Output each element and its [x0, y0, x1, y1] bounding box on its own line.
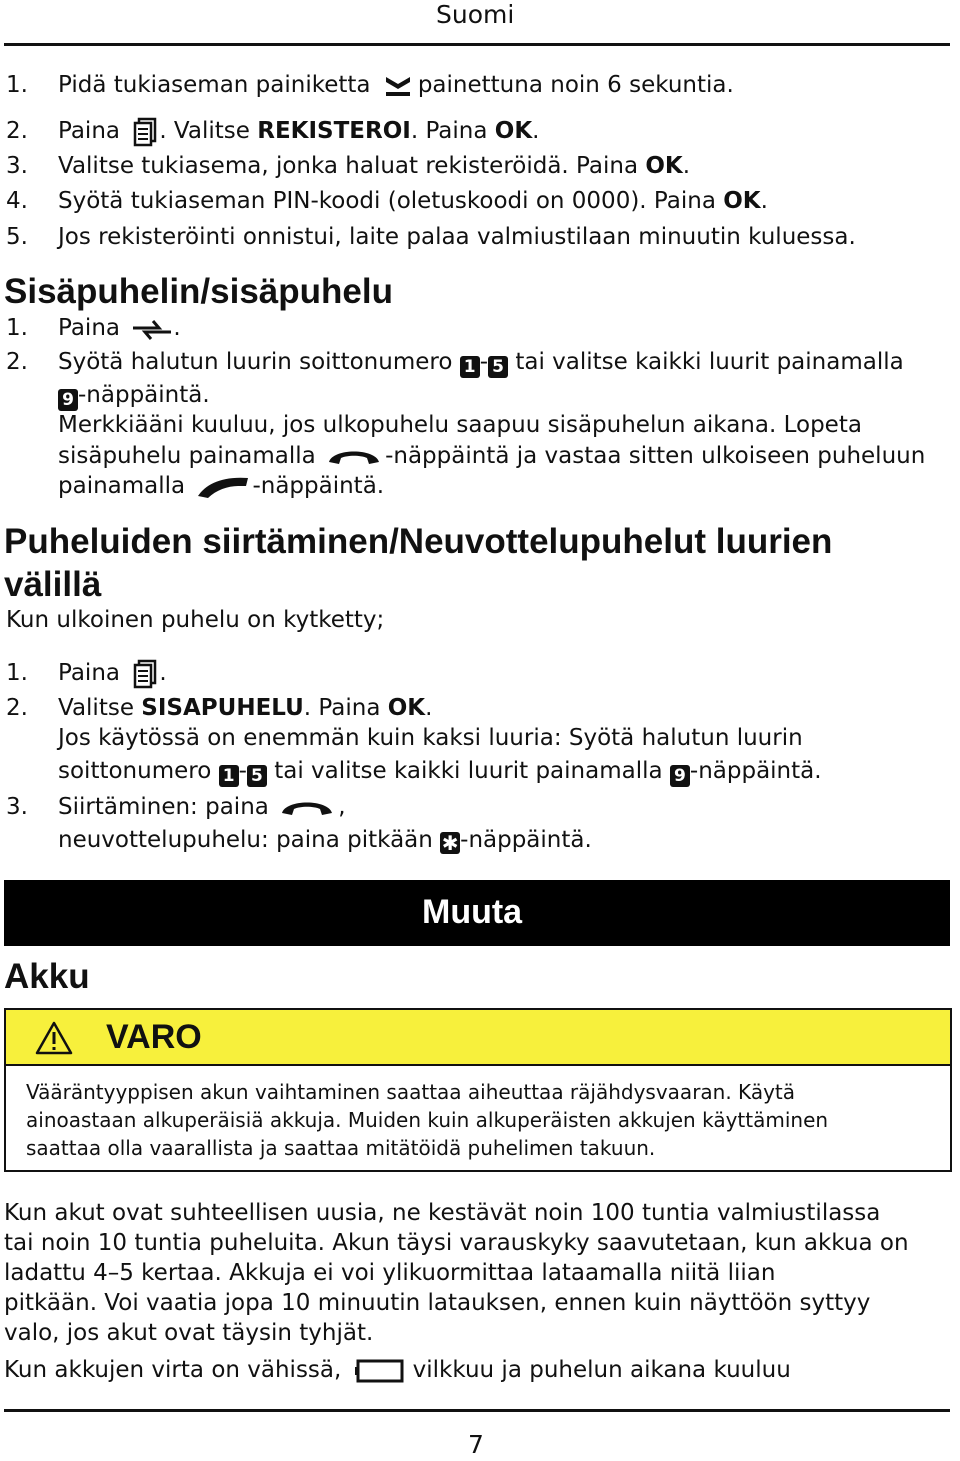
handset-end-icon	[276, 795, 338, 821]
intercom-note-line-1: Merkkiääni kuuluu, jos ulkopuhelu saapuu sisäpuhelun aikana. Lopeta	[58, 412, 862, 438]
warning-text-line: Vääräntyyppisen akun vaihtaminen saattaa aiheuttaa räjähdysvaaran. Käytä	[26, 1080, 796, 1104]
transfer-heading-line-2: välillä	[4, 565, 102, 604]
warning-header	[6, 1010, 950, 1066]
page-number: 7	[468, 1430, 484, 1459]
battery-paragraph	[4, 1198, 909, 1348]
warning-text-line: saattaa olla vaarallista ja saattaa mitätöidä puhelimen takuun.	[26, 1136, 656, 1160]
intercom-note-line-2: sisäpuhelu painamalla -näppäintä ja vastaa sitten ulkoiseen puheluun	[58, 443, 926, 469]
paragraph-line: tai noin 10 tuntia puheluita. Akun täysi varauskyky saavutetaan, kun akkua on	[4, 1230, 909, 1256]
base-button-icon	[382, 73, 414, 99]
handset-call-icon	[192, 474, 252, 500]
menu-icon	[133, 117, 159, 147]
warning-title: VARO	[106, 1018, 202, 1056]
transfer-step-2-line-3: soittonumero 1 - 5 tai valitse kaikki luurit painamalla 9 -näppäintä.	[58, 758, 822, 786]
section-banner	[4, 880, 950, 946]
transfer-intro: Kun ulkoinen puhelu on kytketty;	[6, 607, 385, 633]
warning-box	[4, 1008, 952, 1172]
intercom-heading: Sisäpuhelin/sisäpuhelu	[4, 272, 393, 311]
warning-triangle-icon	[34, 1020, 74, 1056]
handset-end-icon	[323, 444, 385, 470]
language-header: Suomi	[436, 0, 515, 29]
transfer-step-3-line-2: neuvottelupuhelu: paina pitkään ✱-näppäintä.	[58, 827, 592, 855]
key-1-icon: 1	[219, 765, 239, 787]
footer-rule	[4, 1409, 950, 1412]
intercom-step-2-cont: 9 -näppäintä.	[58, 380, 210, 411]
banner-title: Muuta	[422, 893, 523, 931]
warning-text-line: ainoastaan alkuperäisiä akkuja. Muiden kuin alkuperäisten akkujen käyttäminen	[26, 1108, 829, 1132]
key-1-icon: 1	[460, 356, 480, 378]
star-key-icon: ✱	[441, 831, 459, 855]
key-9-icon: 9	[670, 765, 690, 787]
paragraph-line: Kun akut ovat suhteellisen uusia, ne kestävät noin 100 tuntia valmiustilassa	[4, 1200, 881, 1226]
battery-heading: Akku	[4, 957, 90, 996]
intercom-note-line-3: painamalla -näppäintä.	[58, 473, 385, 499]
transfer-step-2-line-2: Jos käytössä on enemmän kuin kaksi luuria: Syötä halutun luurin	[58, 725, 803, 751]
intercom-icon	[131, 318, 173, 340]
paragraph-line: valo, jos akut ovat täysin tyhjät.	[4, 1320, 374, 1346]
menu-icon	[133, 659, 159, 689]
paragraph-line: pitkään. Voi vaatia jopa 10 minuutin latauksen, ennen kuin näyttöön syttyy	[4, 1290, 871, 1316]
battery-empty-icon	[355, 1356, 407, 1386]
key-5-icon: 5	[488, 356, 508, 378]
transfer-heading-line-1: Puheluiden siirtäminen/Neuvottelupuhelut luurien	[4, 522, 833, 561]
warning-text	[26, 1078, 828, 1162]
low-battery-line: Kun akkujen virta on vähissä, vilkkuu ja puhelun aikana kuuluu	[4, 1355, 791, 1386]
paragraph-line: ladattu 4–5 kertaa. Akkuja ei voi ylikuormittaa lataamalla niitä liian	[4, 1260, 776, 1286]
key-5-icon: 5	[247, 765, 267, 787]
key-9-icon: 9	[58, 389, 78, 411]
header-rule	[4, 43, 950, 46]
